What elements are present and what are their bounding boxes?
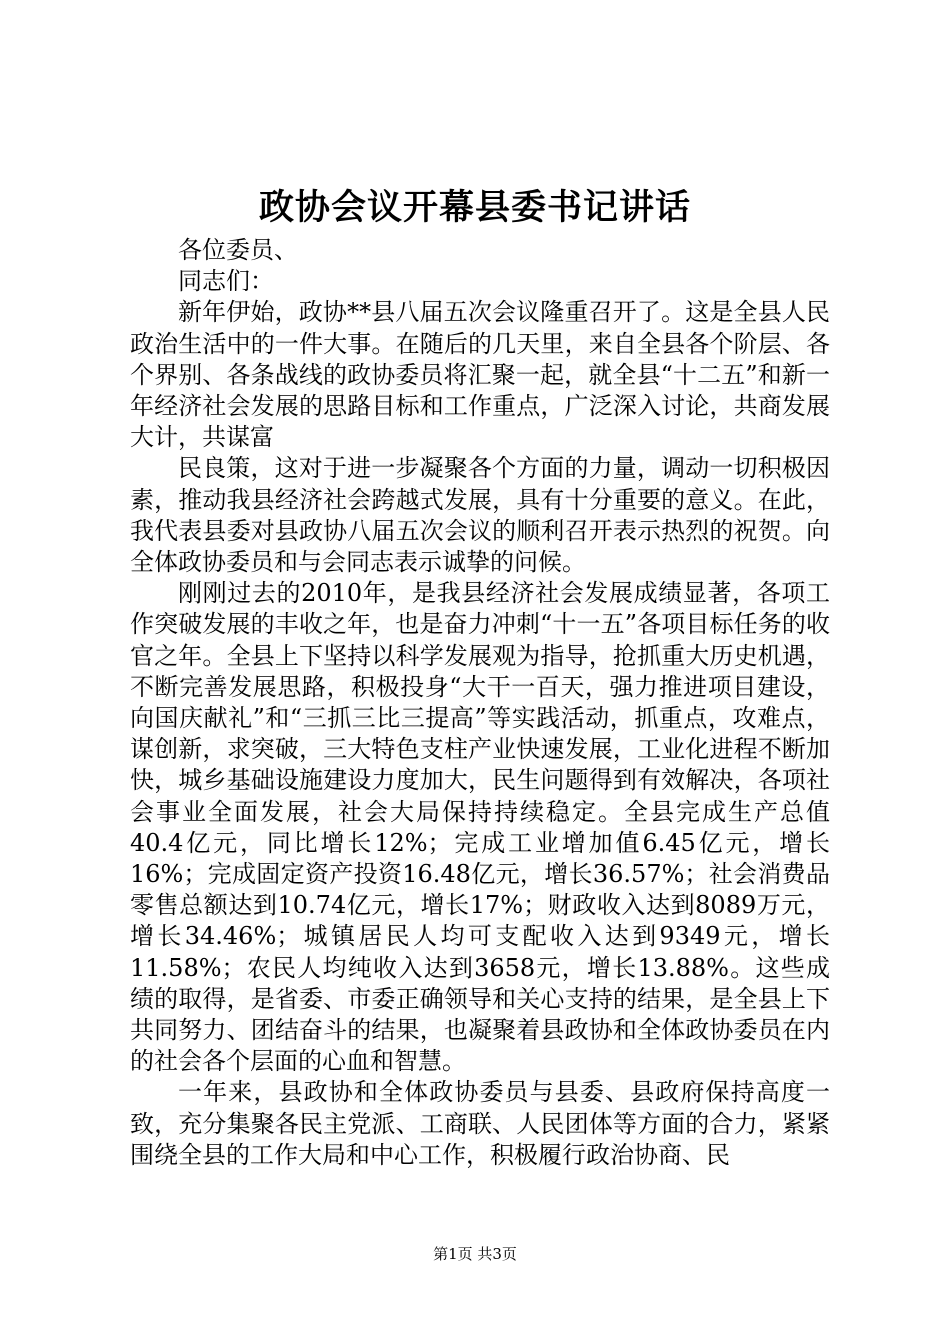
document-body (130, 235, 830, 1171)
paragraph-3: 刚刚过去的2010年，是我县经济社会发展成绩显著，各项工作突破发展的丰收之年，也是奋力冲刺“十一五”各项目标任务的收官之年。全县上下坚持以科学发展观为指导，抢抓重大历史机遇，不断完善发展思路，积极投身“大干一百天，强力推进项目建设，向国庆献礼”和“三抓三比三提高”等实践活动，抓重点，攻难点，谋创新，求突破，三大特色支柱产业快速发展，工业化进程不断加快，城乡基础设施建设力度加大，民生问题得到有效解决，各项社会事业全面发展，社会大局保持持续稳定。全县完成生产总值40.4亿元，同比增长12%；完成工业增加值6.45亿元，增长16%；完成固定资产投资16.48亿元，增长36.57%；社会消费品零售总额达到10.74亿元，增长17%；财政收入达到8089万元，增长34.46%；城镇居民人均可支配收入达到9349元，增长11.58%；农民人均纯收入达到3658元，增长13.88%。这些成绩的取得，是省委、市委正确领导和关心支持的结果，是全县上下共同努力、团结奋斗的结果，也凝聚着县政协和全体政协委员在内的社会各个层面的心血和智慧。 (130, 579, 830, 1076)
paragraph-2: 民良策，这对于进一步凝聚各个方面的力量，调动一切积极因素，推动我县经济社会跨越式发展，具有十分重要的意义。在此，我代表县委对县政协八届五次会议的顺利召开表示热烈的祝贺。向全体政协委员和与会同志表示诚挚的问候。 (130, 454, 830, 577)
document-title: 政协会议开幕县委书记讲话 (258, 187, 691, 228)
page-number-footer: 第1页 共3页 (433, 1245, 517, 1263)
paragraph-salutation-1: 各位委员、 (178, 236, 298, 264)
paragraph-1: 新年伊始，政协**县八届五次会议隆重召开了。这是全县人民政治生活中的一件大事。在随后的几天里，来自全县各个阶层、各个界别、各条战线的政协委员将汇聚一起，就全县“十二五”和新一年经济社会发展的思路目标和工作重点，广泛深入讨论，共商发展大计，共谋富 (130, 298, 830, 452)
paragraph-4: 一年来，县政协和全体政协委员与县委、县政府保持高度一致，充分集聚各民主党派、工商联、人民团体等方面的合力，紧紧围绕全县的工作大局和中心工作，积极履行政治协商、民 (130, 1078, 830, 1169)
paragraph-salutation-2: 同志们： (178, 267, 274, 296)
